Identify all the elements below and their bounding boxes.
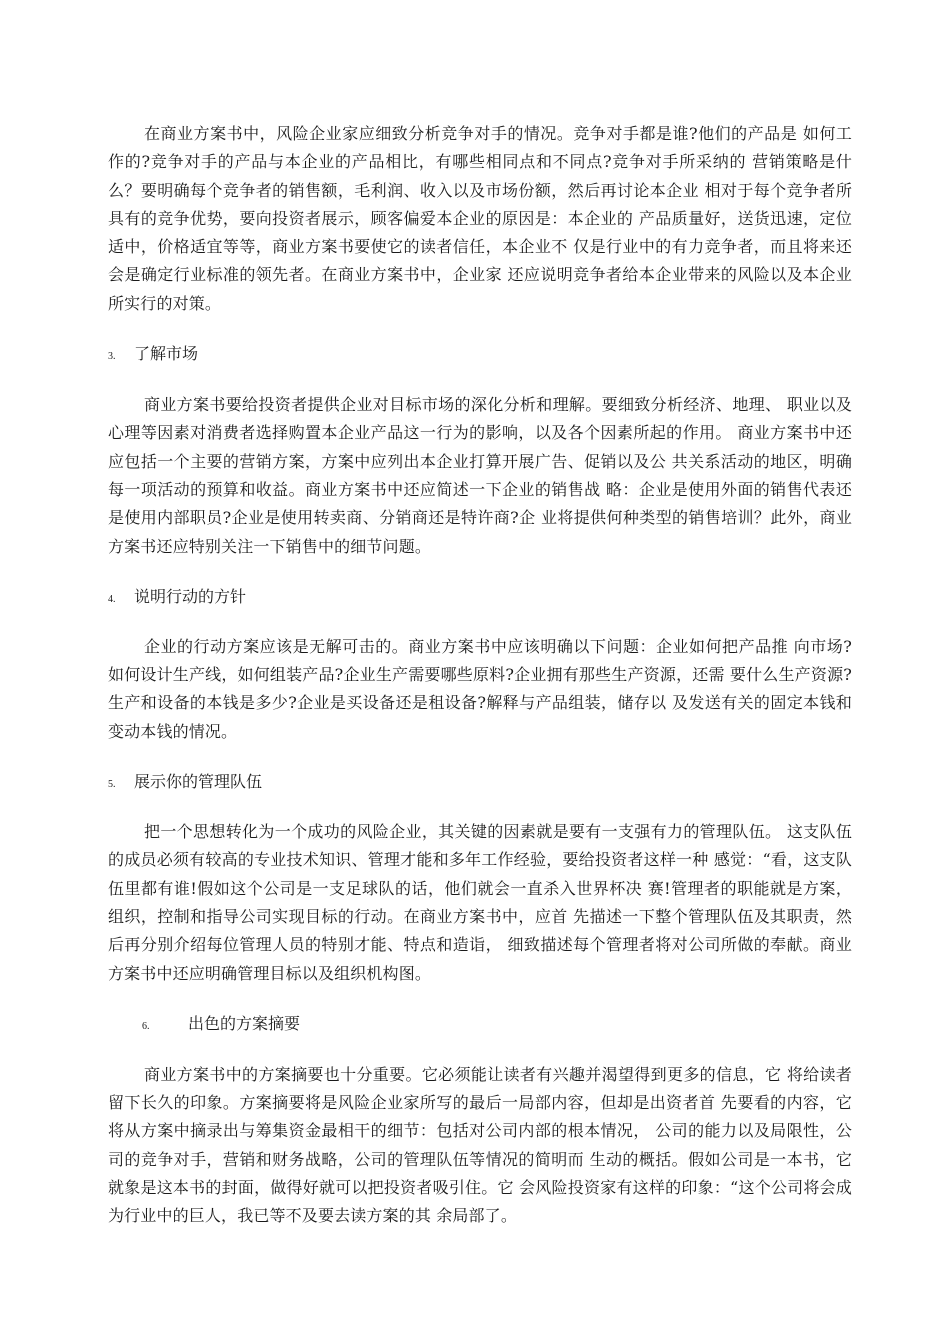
section-heading-summary — [108, 1010, 852, 1041]
section-heading-team — [108, 768, 852, 799]
document-page — [108, 120, 852, 1231]
paragraph-action: 企业的行动方案应该是无解可击的。商业方案书中应该明确以下问题：企业如何把产品推 向市场?如何设计生产线，如何组装产品?企业生产需要哪些原料?企业拥有那些生产资源，还需 要什么生产资源?生产和设备的本钱是多少?企业是买设备还是租设备?解释与产品组装，储存以 及发送有关的固定本钱和变动本钱的情况。 — [108, 636, 852, 741]
section-number: 5. — [108, 779, 116, 791]
paragraph-competition: 在商业方案书中，风险企业家应细致分析竞争对手的情况。竞争对手都是谁?他们的产品是 如何工作的?竞争对手的产品与本企业的产品相比，有哪些相同点和不同点?竞争对手所采纳的 营销策略是什么？要明确每个竞争者的销售额，毛利润、收入以及市场份额，然后再讨论本企业 相对于每个竞争者所具有的竞争优势，要向投资者展示，顾客偏爱本企业的原因是：本企业的 产品质量好，送货迅速，定位适中，价格适宜等等，商业方案书要使它的读者信任，本企业不 仅是行业中的有力竞争者，而且将来还会是确定行业标准的领先者。在商业方案书中，企业家 还应说明竞争者给本企业带来的风险以及本企业所实行的对策。 — [108, 124, 852, 313]
paragraph-market: 商业方案书要给投资者提供企业对目标市场的深化分析和理解。要细致分析经济、地理、 职业以及心理等因素对消费者选择购置本企业产品这一行为的影响，以及各个因素所起的作用。 商业方案书中还应包括一个主要的营销方案，方案中应列出本企业打算开展广告、促销以及公 共关系活动的地区，明确每一项活动的预算和收益。商业方案书中还应简述一下企业的销售战 略：企业是使用外面的销售代表还是使用内部职员?企业是使用转卖商、分销商还是特许商?企 业将提供何种类型的销售培训？此外，商业方案书还应特别关注一下销售中的细节问题。 — [108, 395, 852, 556]
section-heading-market — [108, 340, 852, 371]
paragraph-summary: 商业方案书中的方案摘要也十分重要。它必须能让读者有兴趣并渴望得到更多的信息，它 将给读者留下长久的印象。方案摘要将是风险企业家所写的最后一局部内容，但却是出资者首 先要看的内容，它将从方案中摘录出与筹集资金最相干的细节：包括对公司内部的根本情况， 公司的能力以及局限性，公司的竞争对手，营销和财务战略，公司的管理队伍等情况的简明而 生动的概括。假如公司是一本书，它就象是这本书的封面，做得好就可以把投资者吸引住。它 会风险投资家有这样的印象：“这个公司将会成为行业中的巨人，我已等不及要去读方案的其 余局部了。 — [108, 1064, 852, 1226]
section-title: 出色的方案摘要 — [188, 1013, 301, 1033]
section-title: 说明行动的方针 — [134, 586, 247, 606]
section-heading-action — [108, 583, 852, 614]
section-number: 4. — [108, 593, 116, 605]
section-number: 3. — [108, 351, 116, 363]
section-title: 了解市场 — [134, 344, 199, 364]
section-number: 6. — [142, 1020, 150, 1032]
paragraph-team: 把一个思想转化为一个成功的风险企业，其关键的因素就是要有一支强有力的管理队伍。 这支队伍的成员必须有较高的专业技术知识、管理才能和多年工作经验，要给投资者这样一种 感觉：“看，这支队伍里都有谁!假如这个公司是一支足球队的话，他们就会一直杀入世界杯决 赛!管理者的职能就是方案，组织，控制和指导公司实现目标的行动。在商业方案书中，应首 先描述一下整个管理队伍及其职责，然后再分别介绍每位管理人员的特别才能、特点和造诣， 细致描述每个管理者将对公司所做的奉献。商业方案书中还应明确管理目标以及组织机构图。 — [108, 822, 852, 983]
section-title: 展示你的管理队伍 — [134, 772, 263, 792]
